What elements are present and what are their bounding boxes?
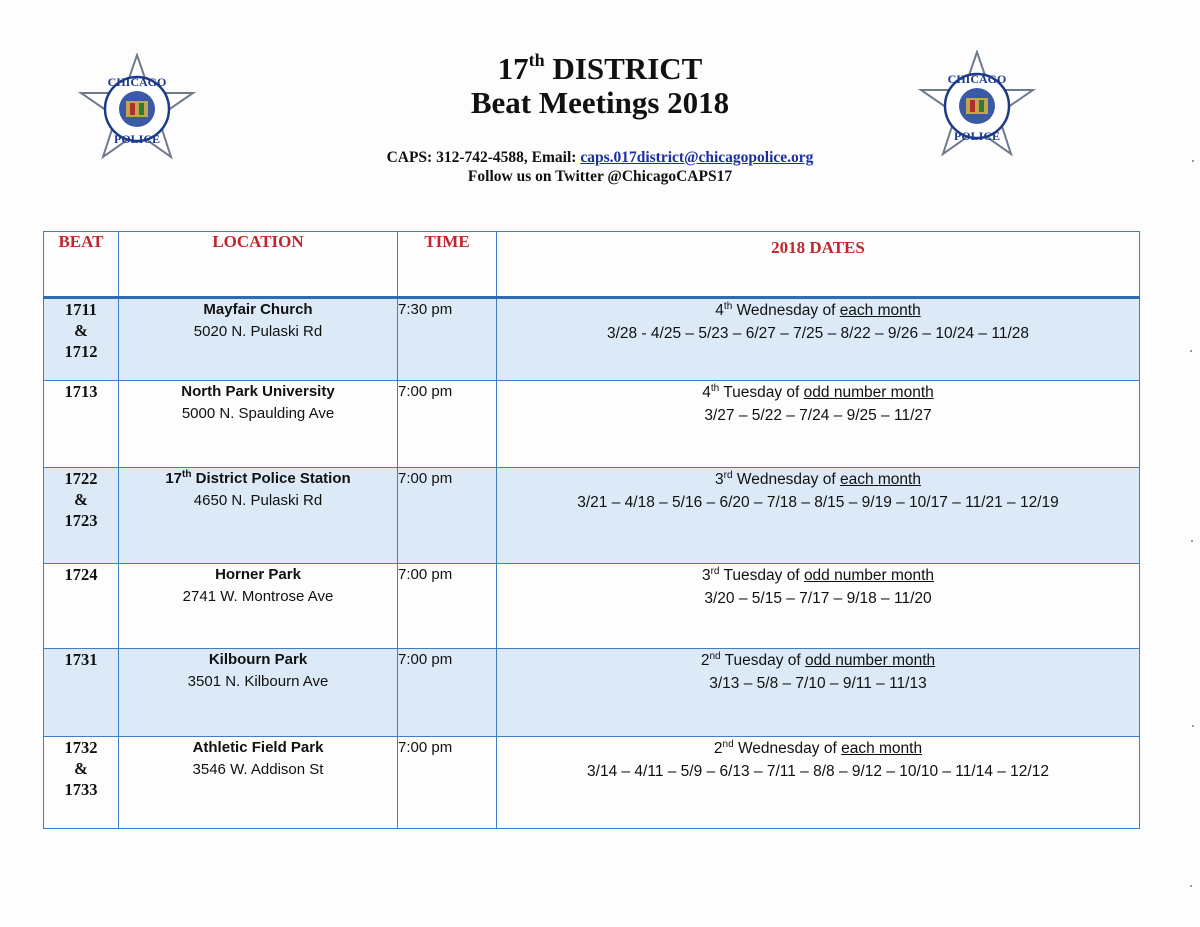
beat-cell (44, 649, 119, 737)
table-row (44, 298, 1140, 381)
time-cell: 7:00 pm (398, 737, 497, 829)
beat-number: 1724 (64, 565, 98, 584)
time-cell: 7:00 pm (398, 649, 497, 737)
time-cell: 7:00 pm (398, 564, 497, 649)
beat-ampersand: & (74, 759, 88, 778)
dates-cell (497, 298, 1140, 381)
dates-cell (497, 564, 1140, 649)
chicago-police-badge-left-icon (76, 53, 198, 165)
scan-speck (1190, 350, 1192, 352)
title-ordinal-suffix: th (528, 49, 545, 70)
date-rule: 2nd Tuesday of odd number month (700, 650, 936, 669)
scan-speck (1192, 160, 1194, 162)
date-rule: 2nd Wednesday of each month (713, 738, 923, 757)
beat-number: 1732 (64, 738, 98, 757)
beat-number: 1723 (64, 511, 98, 530)
date-list: 3/27 – 5/22 – 7/24 – 9/25 – 11/27 (704, 407, 932, 424)
beat-number: 1733 (64, 780, 98, 799)
dates-cell (497, 381, 1140, 468)
beat-ampersand: & (74, 490, 88, 509)
chicago-police-badge-right-icon (916, 50, 1038, 162)
header-dates: 2018 DATES (497, 232, 1140, 298)
title-line-subtitle: Beat Meetings 2018 (470, 85, 730, 120)
date-list: 3/28 - 4/25 – 5/23 – 6/27 – 7/25 – 8/22 – 9/26 – 10/24 – 11/28 (606, 325, 1029, 342)
location-cell (119, 564, 398, 649)
beat-cell (44, 381, 119, 468)
dates-cell (497, 737, 1140, 829)
dates-cell (497, 649, 1140, 737)
location-name: 17th District Police Station (165, 469, 351, 487)
header-time: TIME (398, 232, 497, 298)
beat-ampersand: & (74, 321, 88, 340)
date-list: 3/21 – 4/18 – 5/16 – 6/20 – 7/18 – 8/15 – 9/19 – 10/17 – 11/21 – 12/19 (577, 494, 1059, 511)
date-rule: 4th Wednesday of each month (715, 300, 921, 319)
title-ordinal: 17 (497, 51, 529, 86)
table-row (44, 649, 1140, 737)
location-name: Mayfair Church (203, 301, 313, 318)
email-link[interactable]: caps.017district@chicagopolice.org (580, 149, 814, 166)
dates-cell (497, 468, 1140, 564)
svg-text:CHICAGO: CHICAGO (107, 75, 167, 89)
location-address: 3546 W. Addison St (192, 761, 324, 778)
table-row (44, 381, 1140, 468)
location-address: 4650 N. Pulaski Rd (193, 492, 323, 509)
table-row (44, 737, 1140, 829)
location-cell (119, 298, 398, 381)
scan-speck (1190, 885, 1192, 887)
beat-cell (44, 737, 119, 829)
beat-number: 1712 (64, 342, 98, 361)
beat-meetings-table (43, 231, 1140, 829)
beat-number: 1722 (64, 469, 98, 488)
location-name: North Park University (181, 383, 335, 400)
contact-info (300, 148, 900, 186)
caps-phone: CAPS: 312-742-4588, Email: (386, 149, 581, 166)
date-rule: 4th Tuesday of odd number month (702, 382, 934, 401)
header-beat: BEAT (44, 232, 119, 298)
beat-cell (44, 298, 119, 381)
date-rule: 3rd Wednesday of each month (715, 469, 921, 488)
date-list: 3/13 – 5/8 – 7/10 – 9/11 – 11/13 (709, 675, 927, 692)
date-list: 3/20 – 5/15 – 7/17 – 9/18 – 11/20 (704, 590, 932, 607)
location-cell (119, 381, 398, 468)
date-list: 3/14 – 4/11 – 5/9 – 6/13 – 7/11 – 8/8 – 9/12 – 10/10 – 11/14 – 12/12 (587, 763, 1049, 780)
time-cell: 7:00 pm (398, 468, 497, 564)
beat-number: 1711 (64, 300, 98, 319)
svg-text:POLICE: POLICE (953, 129, 1001, 143)
contact-line (300, 148, 900, 167)
title-line-district (380, 49, 820, 86)
table-row (44, 468, 1140, 564)
table-row (44, 564, 1140, 649)
date-rule: 3rd Tuesday of odd number month (701, 565, 935, 584)
header-location: LOCATION (119, 232, 398, 298)
location-address: 5000 N. Spaulding Ave (181, 405, 335, 422)
time-cell: 7:00 pm (398, 381, 497, 468)
svg-text:CHICAGO: CHICAGO (947, 72, 1007, 86)
location-cell (119, 649, 398, 737)
time-cell: 7:30 pm (398, 298, 497, 381)
location-name: Kilbourn Park (208, 651, 308, 668)
location-cell (119, 468, 398, 564)
beat-number: 1713 (64, 382, 98, 401)
scan-speck (1192, 725, 1194, 727)
location-name: Athletic Field Park (192, 739, 324, 756)
page-title (380, 49, 820, 120)
twitter-line: Follow us on Twitter @ChicagoCAPS17 (467, 168, 733, 185)
table-header-row (44, 232, 1140, 298)
beat-cell (44, 564, 119, 649)
beat-number: 1731 (64, 650, 98, 669)
location-address: 2741 W. Montrose Ave (182, 588, 334, 605)
title-rest: DISTRICT (544, 51, 703, 86)
svg-text:POLICE: POLICE (113, 132, 161, 146)
location-cell (119, 737, 398, 829)
location-address: 3501 N. Kilbourn Ave (187, 673, 329, 690)
beat-cell (44, 468, 119, 564)
location-address: 5020 N. Pulaski Rd (193, 323, 323, 340)
location-name: Horner Park (215, 566, 301, 583)
scan-speck (1191, 540, 1193, 542)
